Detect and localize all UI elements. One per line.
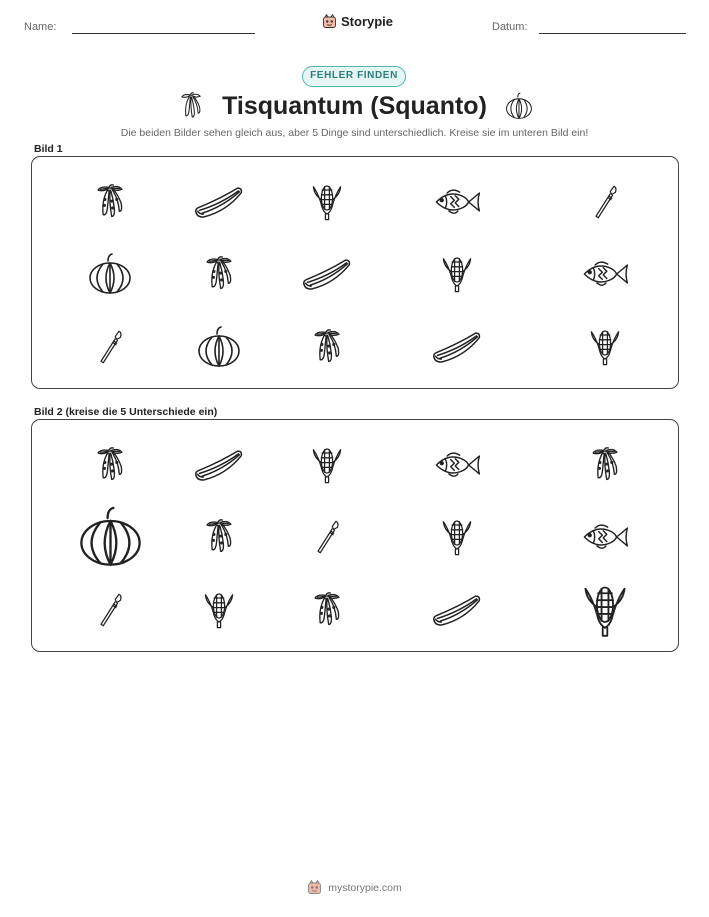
picture1-cell-2-1 — [56, 239, 164, 309]
name-line[interactable] — [72, 33, 255, 34]
picture1-panel — [31, 156, 679, 389]
footer — [0, 880, 709, 895]
page-title: Tisquantum (Squanto) — [222, 92, 487, 120]
canoe-icon — [431, 591, 483, 629]
picture2-cell-3-3[interactable] — [273, 575, 381, 645]
picture1-cell-1-1 — [56, 167, 164, 237]
picture2-cell-2-4[interactable] — [403, 502, 511, 572]
picture2-panel[interactable] — [31, 419, 679, 652]
beans-icon — [202, 251, 236, 297]
picture1-cell-3-2 — [165, 312, 273, 382]
picture2-cell-3-5[interactable] — [551, 575, 659, 645]
fish-icon — [579, 519, 631, 555]
corn-icon — [311, 179, 343, 225]
instructions: Die beiden Bilder sehen gleich aus, aber 5 Dinge sind unterschiedlich. Kreise sie im unteren Bild ein! — [120, 127, 589, 139]
picture1-cell-2-2 — [165, 239, 273, 309]
picture1-cell-1-4 — [403, 167, 511, 237]
date-line[interactable] — [539, 33, 686, 34]
beans-icon — [310, 324, 344, 370]
picture2-cell-1-1[interactable] — [56, 430, 164, 500]
pumpkin-icon — [77, 505, 144, 569]
picture1-cell-1-2 — [165, 167, 273, 237]
canoe-icon — [431, 328, 483, 366]
canoe-icon — [193, 446, 245, 484]
fish-icon — [579, 256, 631, 292]
corn-icon — [441, 251, 473, 297]
beans-icon — [588, 442, 622, 488]
storypie-logo-icon — [322, 14, 337, 29]
spear-icon — [95, 324, 125, 370]
corn-icon — [582, 577, 628, 644]
footer-url[interactable]: mystorypie.com — [328, 881, 402, 894]
brand-name: Storypie — [341, 14, 394, 29]
fish-icon — [431, 184, 483, 220]
beans-icon — [310, 587, 344, 633]
worksheet-type-badge: FEHLER FINDEN — [302, 66, 406, 87]
beans-icon — [93, 442, 127, 488]
picture2-cell-1-2[interactable] — [165, 430, 273, 500]
picture1-label: Bild 1 — [34, 143, 63, 155]
picture2-cell-3-4[interactable] — [403, 575, 511, 645]
canoe-icon — [193, 183, 245, 221]
pumpkin-icon — [196, 325, 242, 369]
picture1-cell-3-4 — [403, 312, 511, 382]
corn-icon — [441, 514, 473, 560]
corn-icon — [589, 324, 621, 370]
title-pumpkin-icon — [504, 91, 534, 121]
picture1-cell-1-5 — [551, 167, 659, 237]
picture2-cell-3-2[interactable] — [165, 575, 273, 645]
picture2-cell-3-1[interactable] — [56, 575, 164, 645]
brand-logo — [322, 14, 393, 29]
name-label: Name: — [24, 21, 57, 33]
spear-icon — [590, 179, 620, 225]
fish-icon — [431, 447, 483, 483]
pumpkin-icon — [87, 252, 133, 296]
spear-icon — [312, 514, 342, 560]
picture1-cell-3-5 — [551, 312, 659, 382]
picture1-cell-2-4 — [403, 239, 511, 309]
corn-icon — [203, 587, 235, 633]
picture1-cell-2-5 — [551, 239, 659, 309]
picture1-cell-2-3 — [273, 239, 381, 309]
picture2-cell-2-5[interactable] — [551, 502, 659, 572]
corn-icon — [311, 442, 343, 488]
picture2-cell-2-3[interactable] — [273, 502, 381, 572]
canoe-icon — [301, 255, 353, 293]
picture1-cell-3-3 — [273, 312, 381, 382]
picture2-cell-2-2[interactable] — [165, 502, 273, 572]
spear-icon — [95, 587, 125, 633]
picture1-cell-1-3 — [273, 167, 381, 237]
beans-icon — [202, 514, 236, 560]
date-label: Datum: — [492, 21, 528, 33]
picture2-label: Bild 2 (kreise die 5 Unterschiede ein) — [34, 406, 218, 418]
picture2-cell-1-4[interactable] — [403, 430, 511, 500]
picture2-cell-1-3[interactable] — [273, 430, 381, 500]
picture1-cell-3-1 — [56, 312, 164, 382]
beans-icon — [93, 179, 127, 225]
picture2-cell-2-1[interactable] — [56, 502, 164, 572]
storypie-footer-logo-icon — [307, 880, 322, 895]
picture2-cell-1-5[interactable] — [551, 430, 659, 500]
